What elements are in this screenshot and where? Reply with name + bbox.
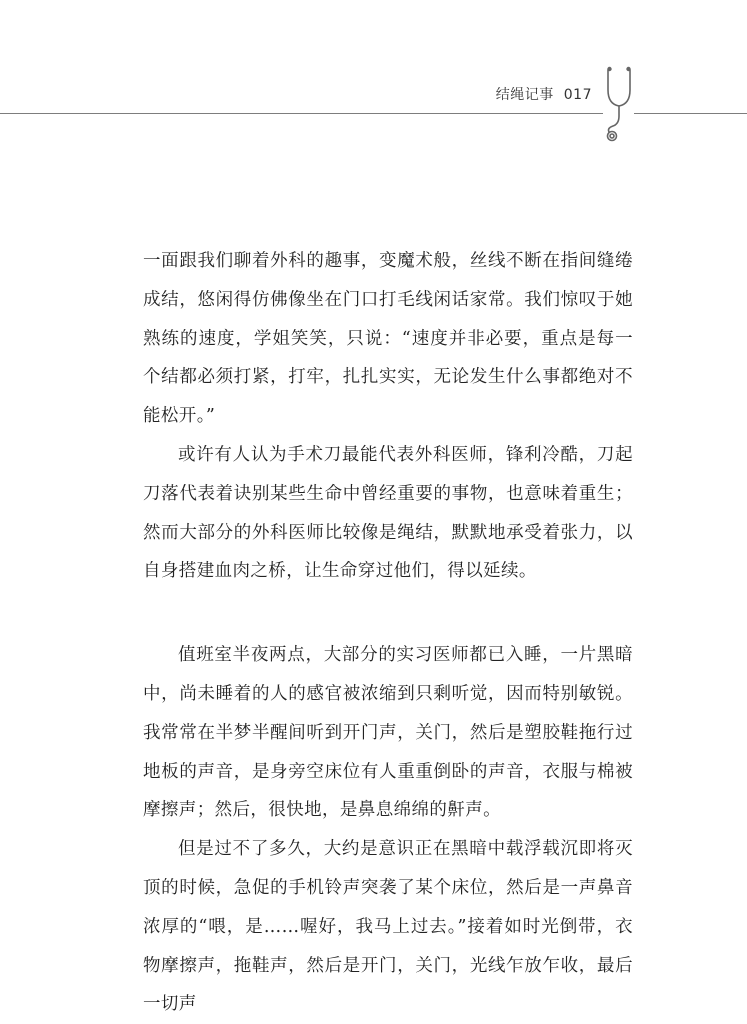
header-rule [0, 113, 603, 114]
stethoscope-icon [603, 66, 637, 144]
section-gap [143, 591, 633, 636]
running-head [496, 84, 592, 104]
paragraph-3: 值班室半夜两点，大部分的实习医师都已入睡，一片黑暗中，尚未睡着的人的感官被浓缩到只剩听觉，因而特别敏锐。我常常在半梦半醒间听到开门声，关门，然后是塑胶鞋拖行过地板的声音，是身旁空床位有人重重倒卧的声音，衣服与棉被摩擦声；然后，很快地，是鼻息绵绵的鼾声。 [143, 645, 633, 821]
paragraph-4: 但是过不了多久，大约是意识正在黑暗中载浮载沉即将灭顶的时候，急促的手机铃声突袭了某个床位，然后是一声鼻音浓厚的“喂，是……喔好，我马上过去。”接着如时光倒带，衣物摩擦声，拖鞋声，然后是开门，关门，光线乍放乍收，最后一切声 [143, 839, 633, 1015]
body-text [143, 242, 633, 1024]
paragraph-1: 一面跟我们聊着外科的趣事，变魔术般，丝线不断在指间缝绻成结，悠闲得仿佛像坐在门口打毛线闲话家常。我们惊叹于她熟练的速度，学姐笑笑，只说：“速度并非必要，重点是每一个结都必须打紧，打牢，扎扎实实，无论发生什么事都绝对不能松开。” [143, 251, 633, 427]
chapter-title: 结绳记事 [495, 87, 554, 103]
paragraph-2: 或许有人认为手术刀最能代表外科医师，锋利冷酷，刀起刀落代表着诀别某些生命中曾经重要的事物，也意味着重生；然而大部分的外科医师比较像是绳结，默默地承受着张力，以自身搭建血肉之桥，让生命穿过他们，得以延续。 [143, 444, 633, 582]
page-number: 017 [563, 87, 592, 103]
header-rule-right [634, 113, 747, 114]
